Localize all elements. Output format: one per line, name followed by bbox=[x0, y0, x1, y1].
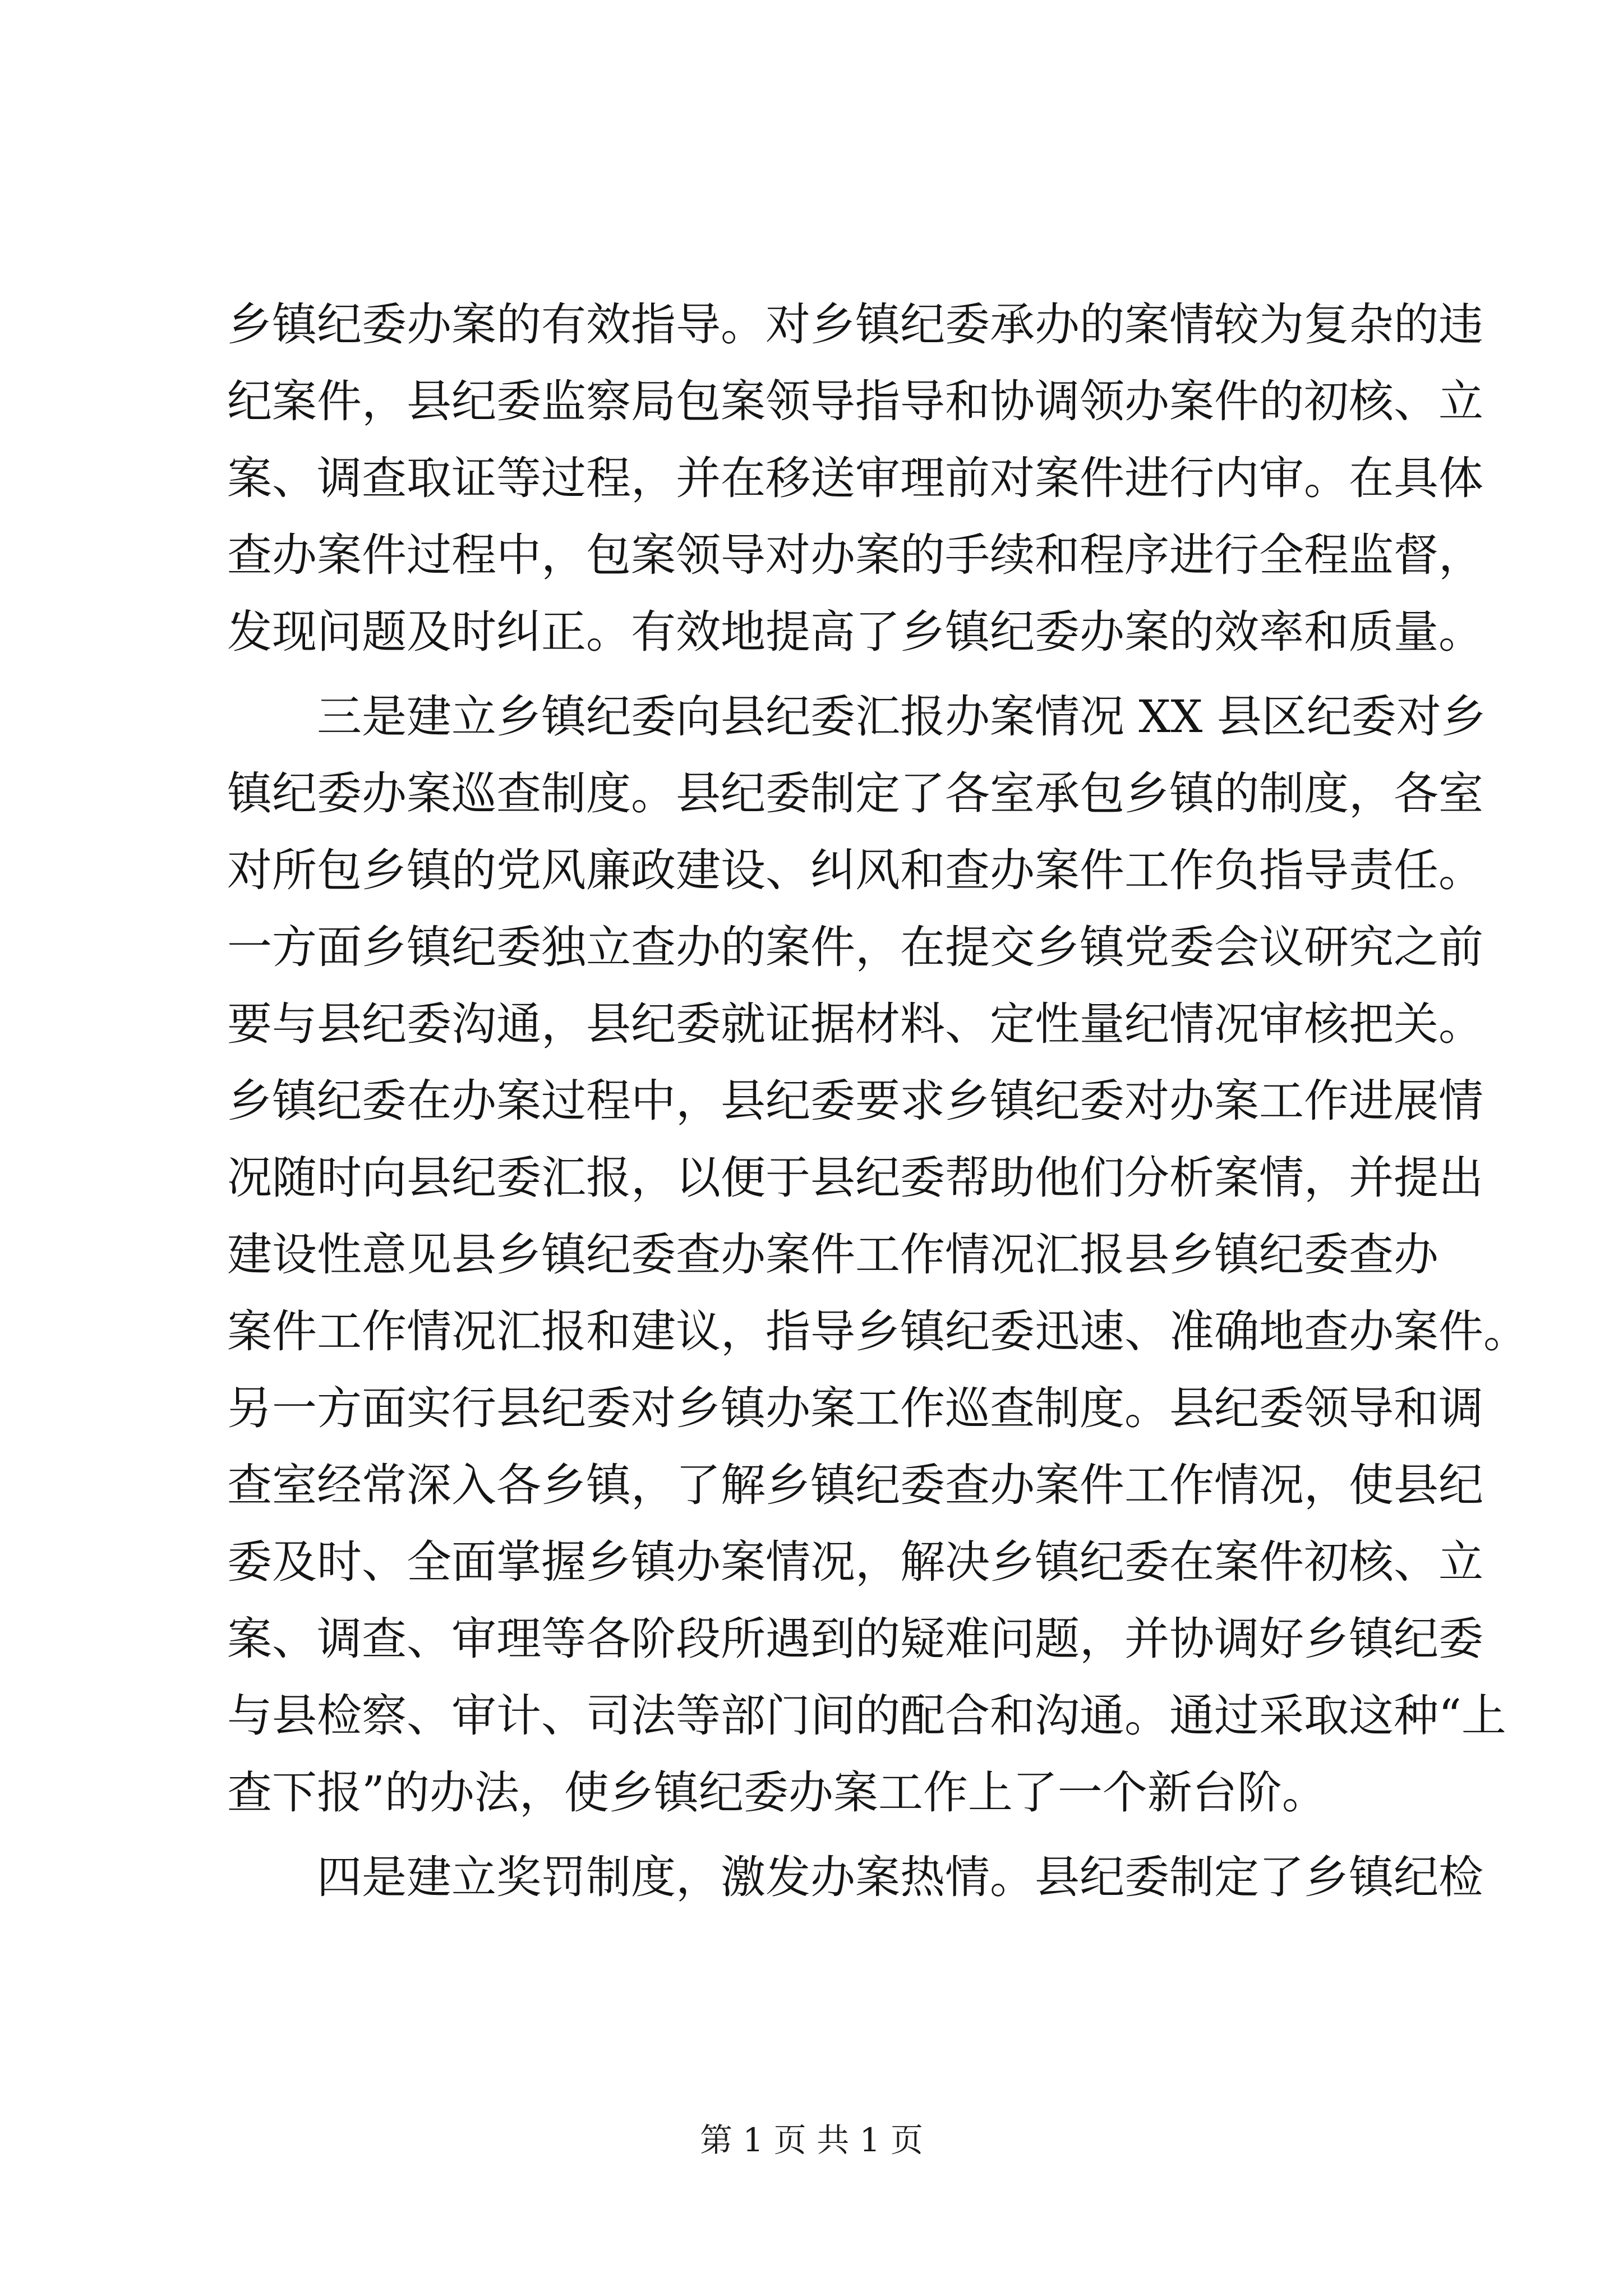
text-line: 镇纪委办案巡查制度。县纪委制定了各室承包乡镇的制度，各室 bbox=[227, 767, 1483, 820]
text-line: 委及时、全面掌握乡镇办案情况，解决乡镇纪委在案件初核、立 bbox=[227, 1536, 1483, 1588]
text-line: 纪案件，县纪委监察局包案领导指导和协调领办案件的初核、立 bbox=[227, 375, 1483, 427]
document-body bbox=[227, 286, 1528, 1916]
text-line: 发现问题及时纠正。有效地提高了乡镇纪委办案的效率和质量。 bbox=[227, 606, 1483, 658]
text-line: 查办案件过程中，包案领导对办案的手续和程序进行全程监督， bbox=[227, 529, 1483, 581]
text-line: 案、调查取证等过程，并在移送审理前对案件进行内审。在具体 bbox=[227, 452, 1483, 504]
text-line: 查下报”的办法，使乡镇纪委办案工作上了一个新台阶。 bbox=[227, 1766, 1327, 1819]
text-line: 建设性意见县乡镇纪委查办案件工作情况汇报县乡镇纪委查办 bbox=[227, 1228, 1438, 1281]
text-line: 对所包乡镇的党风廉政建设、纠风和查办案件工作负指导责任。 bbox=[227, 844, 1483, 896]
paragraph-2 bbox=[227, 678, 1528, 1831]
text-line: 案、调查、审理等各阶段所遇到的疑难问题，并协调好乡镇纪委 bbox=[227, 1613, 1483, 1665]
text-line: 一方面乡镇纪委独立查办的案件，在提交乡镇党委会议研究之前 bbox=[227, 921, 1483, 973]
text-line: 与县检察、审计、司法等部门间的配合和沟通。通过采取这种“上 bbox=[227, 1690, 1506, 1742]
text-line: 案件工作情况汇报和建议，指导乡镇纪委迅速、准确地查办案件。 bbox=[227, 1305, 1528, 1358]
text-line: 乡镇纪委办案的有效指导。对乡镇纪委承办的案情较为复杂的违 bbox=[227, 298, 1483, 351]
page-number-label: 第 1 页 共 1 页 bbox=[700, 2121, 923, 2159]
paragraph-3 bbox=[227, 1839, 1483, 1916]
paragraph-1 bbox=[227, 286, 1483, 670]
text-line: 四是建立奖罚制度，激发办案热情。县纪委制定了乡镇纪检 bbox=[317, 1851, 1483, 1903]
text-line: 查室经常深入各乡镇，了解乡镇纪委查办案件工作情况，使县纪 bbox=[227, 1459, 1483, 1511]
text-line: 乡镇纪委在办案过程中，县纪委要求乡镇纪委对办案工作进展情 bbox=[227, 1075, 1483, 1127]
text-line: 况随时向县纪委汇报，以便于县纪委帮助他们分析案情，并提出 bbox=[227, 1152, 1483, 1204]
text-line: 另一方面实行县纪委对乡镇办案工作巡查制度。县纪委领导和调 bbox=[227, 1382, 1483, 1434]
page-footer bbox=[0, 2114, 1623, 2161]
text-line: 要与县纪委沟通，县纪委就证据材料、定性量纪情况审核把关。 bbox=[227, 998, 1483, 1050]
text-line: 三是建立乡镇纪委向县纪委汇报办案情况 XX 县区纪委对乡 bbox=[317, 691, 1486, 743]
